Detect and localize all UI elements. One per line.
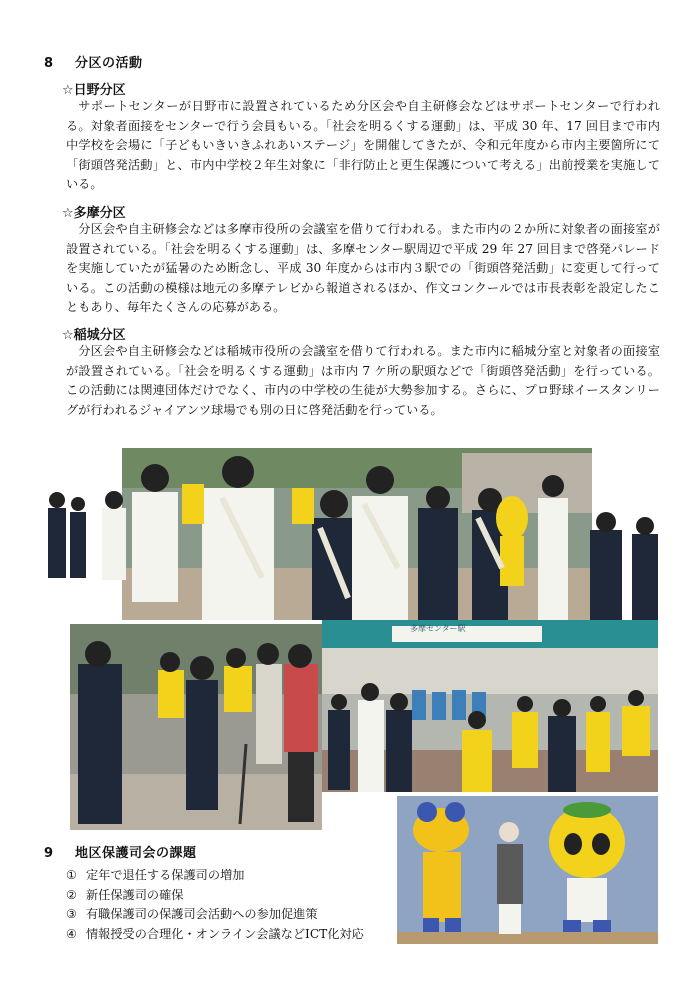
list-item [66,886,364,906]
hino-heading: ☆日野分区 [62,83,126,98]
photo-station-crowd [322,620,658,792]
list-item-text: 新任保護司の確保 [86,887,184,902]
photo-street-volunteers [70,624,322,830]
inagi-body: 分区会や自主研修会などは稲城市役所の会議室を借りて行われる。また市内に稲城分室と対象者の面接室が設置されている。「社会を明るくする運動」は市内 7 ケ所の駅頭などで「街頭啓発活動」を行っている。この活動には関連団体だけでなく、市内の中学校の生徒が大勢参加する。さらに、プロ野球イースタンリーグが行われるジャイアンツ球場でも別の日に啓発活動を行っている。 [66,344,660,417]
list-item-mark: ② [66,887,77,902]
photo-street-volunteers-image [70,624,322,830]
photo-mascots-stage-image [397,796,658,944]
photo-students-campaign-image [42,448,662,620]
list-item-mark: ① [66,868,77,882]
section-9-title: 地区保護司会の課題 [75,846,197,861]
tama-paragraph [66,220,660,318]
tama-body: 分区会や自主研修会などは多摩市役所の会議室を借りて行われる。また市内の２か所に対象者の面接室が設置されている。「社会を明るくする運動」は、多摩センター駅周辺で平成 29 年 27 回目まで啓発パレードを実施していたが猛暑のため断念し、平成 30 年度からは市内３駅での「街頭啓発活動」に変更して行っている。この活動の模様は地元の多摩テレビから報道されるほか、作文コンクールでは市長表彰を設定したこともあり、毎年たくさんの応募がある。 [66,222,660,314]
photo-students-campaign [42,448,662,620]
list-item-mark: ④ [66,926,77,941]
station-sign-text: 多摩センター駅 [410,624,466,633]
section-9-heading [44,842,197,861]
list-item [66,866,364,886]
hino-body: サポートセンターが日野市に設置されているため分区会や自主研修会などはサポートセンターで行われる。対象者面接をセンターで行う会員もいる。「社会を明るくする運動」は、平成 30 年、17 回目まで市内中学校を会場に「子どもいきいきふれあいステージ」を開催してきたが、令和元年度から市内主要箇所にて「街頭啓発活動」と、市内中学校２年生対象に「非行防止と更生保護について考える」出前授業を実施している。 [66,99,660,191]
list-item-text: 有職保護司の保護司会活動への参加促進策 [86,907,318,921]
section-8-heading [44,52,143,71]
section-8-title: 分区の活動 [75,56,143,71]
inagi-heading: ☆稲城分区 [62,328,126,343]
list-item-text: 定年で退任する保護司の増加 [86,868,245,882]
section-9-number: 9 [44,846,54,861]
issues-list [66,866,364,944]
list-item-mark: ③ [66,907,77,921]
hino-paragraph [66,97,660,195]
section-8-number: 8 [44,56,54,71]
photo-station-crowd-image [322,620,658,792]
list-item-text: 情報授受の合理化・オンライン会議などICT化対応 [86,926,364,941]
list-item [66,905,364,925]
list-item [66,925,364,945]
photo-mascots-stage [397,796,658,944]
inagi-paragraph [66,342,660,420]
tama-heading: ☆多摩分区 [62,206,126,221]
